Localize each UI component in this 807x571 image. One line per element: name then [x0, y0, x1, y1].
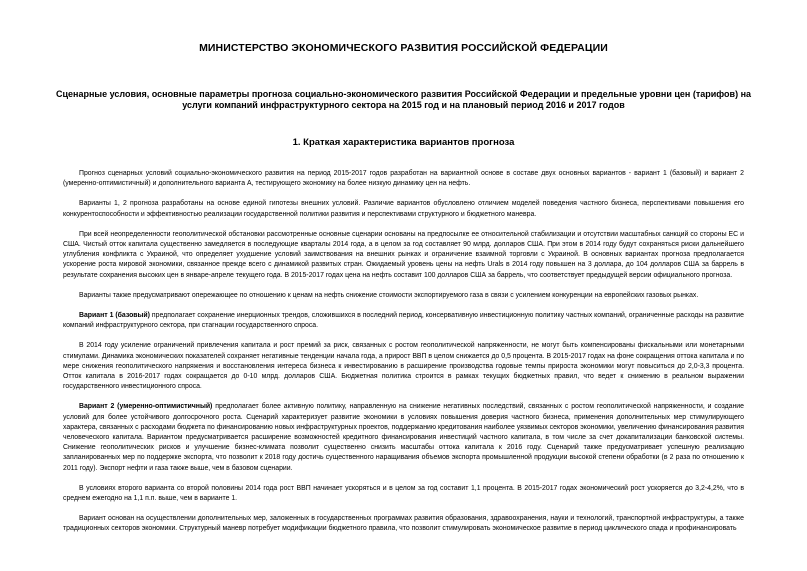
- paragraph-variant-2: [63, 402, 744, 473]
- paragraph-growth: В условиях второго варианта со второй половины 2014 года рост ВВП начинает ускоряться и в целом за год составит 1,1 процента. В 2015-2017 годах экономический рост ускоряется до 3,2-4,2%, что в среднем ежегодно на 1,1 п.п. выше, чем в варианте 1.: [63, 484, 744, 503]
- paragraph-2014: В 2014 году усиление ограничений привлечения капитала и рост премий за риск, связанных с ростом геополитической напряженности, не могут быть компенсированы фискальными или монетарными стимулами. Динамика экономических показателей сохраняет негативные тенденции начала года, а прирост ВВП в целом снижается до 0,5 процента. В 2015-2017 годах на фоне сокращения оттока капитала и по мере снижения геополитического напряжения и восстановления интереса бизнеса к инвестированию в расширение производства годовые темпы прироста экономики могут повыситься до 2,0-3,3 процента. Отток капитала в 2016-2017 годах сокращается до 0-10 млрд. долларов США. Бюджетная политика строится в рамках текущих бюджетных правил, что ведет к снижению в реальном выражении государственного инвестиционного спроса.: [63, 342, 744, 391]
- variant-2-label: Вариант 2 (умеренно-оптимистичный): [79, 403, 213, 411]
- ministry-heading: МИНИСТЕРСТВО ЭКОНОМИЧЕСКОГО РАЗВИТИЯ РОССИЙСКОЙ ФЕДЕРАЦИИ: [199, 42, 608, 54]
- section-heading: 1. Краткая характеристика вариантов прогноза: [292, 137, 515, 148]
- paragraph-variant-1: [63, 311, 744, 331]
- document-title: Сценарные условия, основные параметры прогноза социально-экономического развития Российской Федерации и предельные уровни цен (тарифов) на услуги компаний инфраструктурного сектора на 2015 год и на плановый период 2016 и 2017 годов: [55, 89, 752, 110]
- document-body: [63, 169, 744, 545]
- variant-2-text: предполагает более активную политику, направленную на снижение негативных последствий, связанных с ростом геополитической напряженности, и создание условий для более устойчивого долгосрочного роста. Сценарий характеризует развитие экономики в условиях повышения доверия частного бизнеса, применения дополнительных мер стимулирующего характера, связанных с расходами бюджета по финансированию новых инфраструктурных проектов, поддержанию кредитования наиболее уязвимых секторов экономики, увеличению финансирования развития человеческого капитала. Вариантом предусматривается расширение возможностей кредитного финансирования инвестиций частного капитала, в том числе за счет докапитализации банковской системы. Снижение геополитических рисков и улучшение бизнес-климата позволит существенно снизить масштабы оттока капитала к 2016 году. Сценарий также предусматривает успешную реализацию запланированных мер по поддержке экспорта, что позволит к 2018 году достичь существенного наращивания объемов экспорта промышленной продукции высокой степени обработки (в 2 раза по отношению к 2011 году). Экспорт нефти и газа также выше, чем в базовом сценарии.: [63, 403, 744, 472]
- paragraph-geopolitics: При всей неопределенности геополитической обстановки рассмотренные основные сценарии основаны на предпосылке ее относительной стабилизации и отсутствии масштабных санкций со стороны ЕС и США. Чистый отток капитала существенно замедляется в последующие кварталы 2014 года, а в целом за год составляет 90 млрд. долларов США. При этом в 2014 году будут сохраняться риски дальнейшего углубления конфликта с Украиной, что определяет ухудшение условий заимствования на внешних рынках и ограничение взаимной торговли с Украиной. В основных вариантах прогноза предполагается ускорение роста мировой экономики, связанное прежде всего с динамикой развитых стран. Ожидаемый уровень цены на нефть Urals в 2014 году повышен на 3 доллара, до 104 долларов США за баррель в результате сохранения высоких цен в январе-апреле текущего года. В 2015-2017 годах цена на нефть составит 100 долларов США за баррель, что соответствует предыдущей версии официального прогноза.: [63, 230, 744, 279]
- paragraph-intro: Прогноз сценарных условий социально-экономического развития на период 2015-2017 годов разработан на вариантной основе в составе двух основных вариантов - вариант 1 (базовый) и вариант 2 (умеренно-оптимистичный) и дополнительного варианта А, тестирующего экономику на более низкую динамику цен на нефть.: [63, 170, 744, 188]
- variant-1-label: Вариант 1 (базовый): [79, 312, 150, 320]
- paragraph-variants: Варианты 1, 2 прогноза разработаны на основе единой гипотезы внешних условий. Различие вариантов обусловлено отличием моделей поведения частного бизнеса, перспективами повышения его конкурентоспособности и эффективностью реализации государственной политики развития и перспективами структурного и бюджетного маневра.: [63, 200, 744, 218]
- paragraph-gas: Варианты также предусматривают опережающее по отношению к ценам на нефть снижение стоимости экспортируемого газа в связи с усилением конкуренции на европейских газовых рынках.: [79, 291, 699, 299]
- variant-1-text: предполагает сохранение инерционных трендов, сложившихся в последний период, консервативную инвестиционную политику частных компаний, ограниченные расходы на развитие компаний инфраструктурного сектора, при стагнации государственного спроса.: [63, 312, 744, 330]
- paragraph-measures: Вариант основан на осуществлении дополнительных мер, заложенных в государственных программах развития образования, здравоохранения, науки и технологий, транспортной инфраструктуры, а также традиционных секторов экономики. Структурный маневр потребует модификации бюджетного правила, что позволит стимулировать экономическое развитие в период циклического спада и профинансировать: [63, 515, 744, 533]
